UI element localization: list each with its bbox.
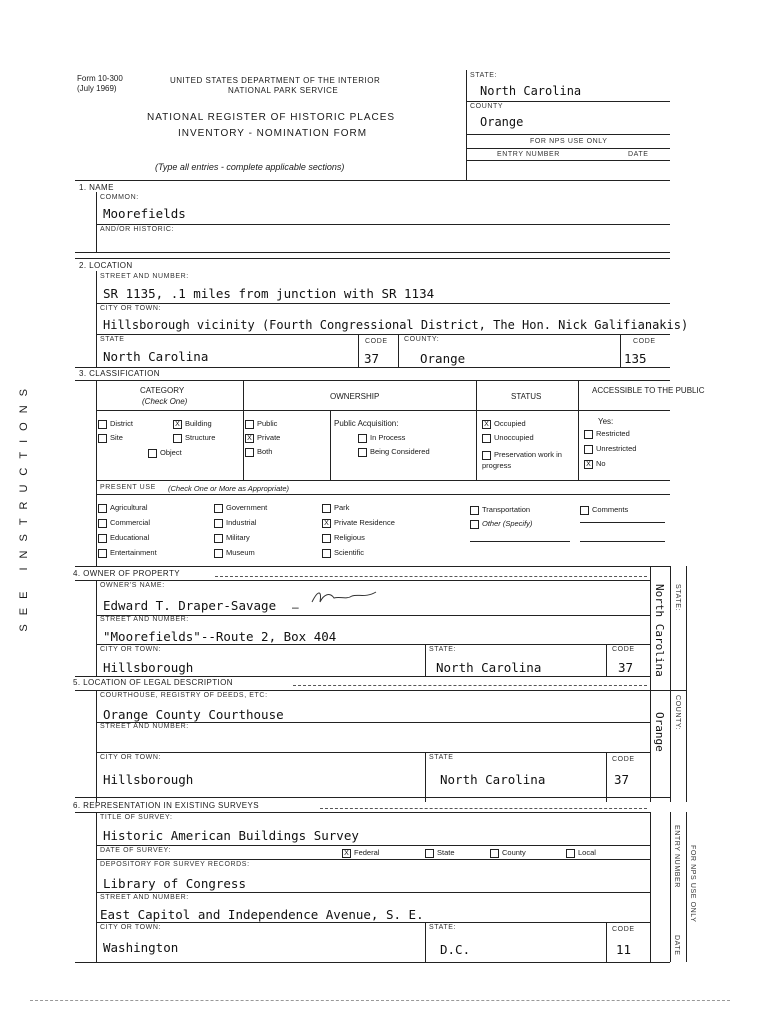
owner-state-value: North Carolina (436, 660, 542, 675)
header-county-value: Orange (480, 115, 524, 129)
header-county-label: COUNTY (470, 103, 504, 110)
survey-state-checkbox[interactable]: State (425, 848, 455, 858)
present-use-sub: (Check One or More as Appropriate) (168, 484, 290, 493)
location-street-label: STREET AND NUMBER: (100, 273, 189, 280)
header-nps-label: FOR NPS USE ONLY (530, 138, 608, 145)
side-date-label: DATE (673, 935, 680, 956)
form-instructions: (Type all entries - complete applicable sections) (155, 162, 345, 172)
survey-state-value: D.C. (440, 942, 471, 957)
survey-code-label: CODE (612, 926, 635, 933)
header-state-value: North Carolina (480, 84, 582, 98)
use-government-checkbox[interactable]: Government (214, 503, 267, 513)
location-city-label: CITY OR TOWN: (100, 305, 162, 312)
category-structure-checkbox[interactable]: Structure (173, 433, 215, 443)
owner-signature (310, 586, 380, 608)
legal-city-label: CITY OR TOWN: (100, 754, 162, 761)
acquisition-label: Public Acquisition: (334, 419, 399, 428)
category-building-checkbox[interactable]: X Building (173, 419, 212, 429)
owner-name-value: Edward T. Draper-Savage (103, 598, 277, 613)
use-other-checkbox[interactable]: Other (Specify) (470, 519, 532, 529)
section2-label: 2. LOCATION (79, 261, 133, 270)
location-city-value: Hillsborough vicinity (Fourth Congressional District, The Hon. Nick Galifianakis) (103, 318, 689, 332)
legal-code-label: CODE (612, 756, 635, 763)
ownership-public-checkbox[interactable]: Public (245, 419, 277, 429)
service-name: NATIONAL PARK SERVICE (228, 86, 339, 95)
location-street-value: SR 1135, .1 miles from junction with SR 1134 (103, 286, 435, 301)
use-military-checkbox[interactable]: Military (214, 533, 250, 543)
use-comments-checkbox[interactable]: Comments (580, 505, 628, 515)
section4-label: 4. OWNER OF PROPERTY (73, 569, 180, 578)
access-yes-label: Yes: (598, 417, 614, 426)
owner-code-label: CODE (612, 646, 635, 653)
location-county-code: 135 (624, 351, 647, 366)
location-state-label: STATE (100, 336, 125, 343)
use-educational-checkbox[interactable]: Educational (98, 533, 149, 543)
header-entry-label: ENTRY NUMBER (497, 151, 560, 158)
depository-value: Library of Congress (103, 876, 246, 891)
use-transportation-checkbox[interactable]: Transportation (470, 505, 530, 515)
survey-street-value: East Capitol and Independence Avenue, S. E. (100, 907, 424, 922)
survey-title-value: Historic American Buildings Survey (103, 828, 359, 843)
status-occupied-checkbox[interactable]: X Occupied (482, 419, 526, 429)
legal-state-value: North Carolina (440, 772, 546, 787)
use-scientific-checkbox[interactable]: Scientific (322, 548, 364, 558)
survey-code-value: 11 (616, 942, 632, 957)
location-county-code-label: CODE (633, 338, 656, 345)
historic-name-label: AND/OR HISTORIC: (100, 226, 175, 233)
ownership-both-checkbox[interactable]: Both (245, 447, 272, 457)
ownership-private-checkbox[interactable]: X Private (245, 433, 280, 443)
side-state-label: STATE: (674, 584, 681, 612)
category-site-checkbox[interactable]: Site (98, 433, 123, 443)
owner-city-label: CITY OR TOWN: (100, 646, 162, 653)
form-date: (July 1969) (77, 84, 117, 93)
side-state-value: North Carolina (653, 584, 666, 677)
courthouse-label: COURTHOUSE, REGISTRY OF DEEDS, ETC: (100, 692, 268, 699)
acquisition-in-process-checkbox[interactable]: In Process (358, 433, 405, 443)
use-museum-checkbox[interactable]: Museum (214, 548, 255, 558)
side-county-value: Orange (653, 712, 666, 752)
header-date-label: DATE (628, 151, 649, 158)
location-state-code: 37 (364, 351, 380, 366)
survey-state-label: STATE: (429, 924, 457, 931)
use-industrial-checkbox[interactable]: Industrial (214, 518, 256, 528)
owner-dash: – (292, 600, 299, 614)
form-number: Form 10-300 (77, 74, 123, 83)
owner-state-label: STATE: (429, 646, 457, 653)
see-instructions-label: SEE INSTRUCTIONS (18, 380, 30, 632)
header-state-label: STATE: (470, 72, 498, 79)
ownership-label: OWNERSHIP (330, 392, 380, 401)
courthouse-value: Orange County Courthouse (103, 707, 284, 722)
access-unrestricted-checkbox[interactable]: Unrestricted (584, 444, 636, 454)
owner-name-label: OWNER'S NAME: (100, 582, 165, 589)
form-title-line2: INVENTORY - NOMINATION FORM (178, 128, 368, 139)
legal-city-value: Hillsborough (103, 772, 194, 787)
category-label: CATEGORY (140, 386, 185, 395)
location-county-label: COUNTY: (404, 336, 440, 343)
location-county-value: Orange (420, 351, 466, 366)
depository-label: DEPOSITORY FOR SURVEY RECORDS: (100, 861, 250, 868)
use-commercial-checkbox[interactable]: Commercial (98, 518, 150, 528)
use-park-checkbox[interactable]: Park (322, 503, 349, 513)
common-name-value: Moorefields (103, 206, 186, 221)
survey-title-label: TITLE OF SURVEY: (100, 814, 173, 821)
access-no-checkbox[interactable]: X No (584, 459, 606, 469)
status-unoccupied-checkbox[interactable]: Unoccupied (482, 433, 534, 443)
section1-label: 1. NAME (79, 183, 114, 192)
location-state-value: North Carolina (103, 349, 209, 364)
side-nps-label: FOR NPS USE ONLY (689, 845, 696, 923)
location-state-code-label: CODE (365, 338, 388, 345)
status-preservation-checkbox[interactable]: Preservation work in progress (482, 450, 562, 470)
owner-street-label: STREET AND NUMBER: (100, 616, 189, 623)
section3-label: 3. CLASSIFICATION (79, 369, 160, 378)
survey-date-label: DATE OF SURVEY: (100, 847, 171, 854)
category-object-checkbox[interactable]: Object (148, 448, 182, 458)
department-name: UNITED STATES DEPARTMENT OF THE INTERIOR (170, 76, 381, 85)
use-entertainment-checkbox[interactable]: Entertainment (98, 548, 157, 558)
section5-label: 5. LOCATION OF LEGAL DESCRIPTION (73, 678, 233, 687)
category-district-checkbox[interactable]: District (98, 419, 133, 429)
survey-city-label: CITY OR TOWN: (100, 924, 162, 931)
legal-street-label: STREET AND NUMBER: (100, 723, 189, 730)
use-agricultural-checkbox[interactable]: Agricultural (98, 503, 148, 513)
access-label: ACCESSIBLE TO THE PUBLIC (592, 386, 705, 395)
survey-city-value: Washington (103, 940, 179, 955)
survey-county-checkbox[interactable]: County (490, 848, 526, 858)
section6-label: 6. REPRESENTATION IN EXISTING SURVEYS (73, 801, 259, 810)
legal-state-label: STATE (429, 754, 454, 761)
survey-local-checkbox[interactable]: Local (566, 848, 596, 858)
acquisition-considered-checkbox[interactable]: Being Considered (358, 447, 430, 457)
use-religious-checkbox[interactable]: Religious (322, 533, 365, 543)
common-name-label: COMMON: (100, 194, 139, 201)
survey-street-label: STREET AND NUMBER: (100, 894, 189, 901)
status-label: STATUS (511, 392, 542, 401)
owner-city-value: Hillsborough (103, 660, 194, 675)
survey-federal-checkbox[interactable]: X Federal (342, 848, 379, 858)
access-restricted-checkbox[interactable]: Restricted (584, 429, 630, 439)
form-title-line1: NATIONAL REGISTER OF HISTORIC PLACES (147, 112, 396, 123)
owner-street-value: "Moorefields"--Route 2, Box 404 (103, 629, 337, 644)
category-sub: (Check One) (142, 397, 188, 406)
side-entry-label: ENTRY NUMBER (673, 825, 680, 888)
legal-code-value: 37 (614, 772, 630, 787)
use-private-residence-checkbox[interactable]: X Private Residence (322, 518, 395, 528)
present-use-label: PRESENT USE (100, 484, 156, 491)
side-county-label: COUNTY: (674, 695, 681, 731)
owner-code-value: 37 (618, 660, 634, 675)
